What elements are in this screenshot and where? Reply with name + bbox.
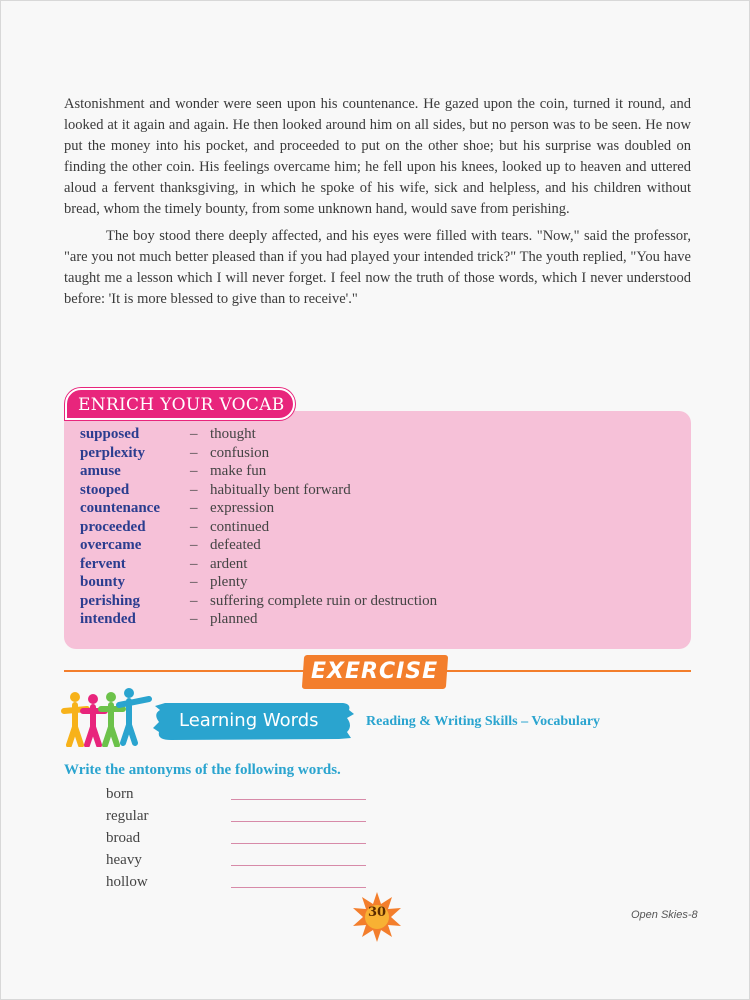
vocab-meaning: habitually bent forward (210, 481, 351, 498)
vocab-meaning: confusion (210, 444, 270, 461)
vocab-dash: – (190, 463, 198, 479)
vocab-meaning: ardent (210, 555, 248, 572)
vocab-word: perplexity (80, 444, 145, 461)
vocab-row (80, 573, 640, 592)
vocab-list (80, 425, 640, 629)
vocab-meaning: thought (210, 426, 256, 442)
vocab-row (80, 536, 640, 555)
vocab-row (80, 592, 640, 611)
vocab-meaning: expression (210, 500, 275, 516)
vocab-meaning: planned (210, 611, 258, 627)
vocab-meaning: plenty (210, 574, 248, 590)
vocab-heading: ENRICH YOUR VOCAB (78, 395, 285, 415)
learning-words-title: Learning Words (179, 710, 319, 731)
vocab-word: countenance (80, 500, 160, 516)
vocab-row (80, 481, 640, 500)
answer-blank[interactable] (231, 821, 366, 822)
vocab-dash: – (190, 555, 198, 572)
people-group-icon (61, 687, 156, 747)
page-number: 30 (367, 905, 387, 920)
vocab-meaning: defeated (210, 537, 261, 553)
vocab-word: amuse (80, 463, 121, 479)
vocab-dash: – (190, 481, 198, 498)
vocab-dash: – (190, 444, 198, 461)
antonym-word: broad (106, 830, 141, 846)
exercise-badge-label: EXERCISE (311, 659, 439, 684)
vocab-word: perishing (80, 592, 141, 609)
vocab-word: bounty (80, 574, 126, 590)
story-paragraph-1: Astonishment and wonder were seen upon his countenance. He gazed upon the coin, turned it round, and looked at it again and again. He then looked around him on all sides, but no person was to be seen. He now put the money into his pocket, and proceeded to put on the other shoe; but his surprise was doubled on finding the other coin. His feelings overcame him; he fell upon his knees, looked up to heaven and uttered aloud a fervent thanksgiving, in which he spoke of his wife, sick and helpless, and his children without bread, whom the timely bounty, from some unknown hand, would save from perishing. (64, 96, 691, 217)
answer-blank[interactable] (231, 887, 366, 888)
skills-subtitle: Reading & Writing Skills – Vocabulary (366, 714, 601, 729)
antonym-word: born (106, 786, 134, 802)
vocab-meaning: continued (210, 518, 270, 535)
story-paragraph-2: The boy stood there deeply affected, and his eyes were filled with tears. "Now," said the professor, "are you not much better pleased than if you had played your intended trick?" The youth replied, "You have taught me a lesson which I will never forget. I feel now the truth of those words, which I never understood before: 'It is more blessed to give than to receive'." (64, 228, 691, 307)
vocab-word: overcame (80, 537, 142, 553)
antonym-list (106, 783, 386, 893)
vocab-row (80, 425, 640, 444)
antonym-row (106, 783, 386, 805)
vocab-dash: – (190, 537, 198, 553)
vocab-row (80, 610, 640, 629)
antonym-word: regular (106, 808, 149, 824)
antonym-word: hollow (106, 874, 148, 890)
vocab-dash: – (190, 518, 198, 535)
vocab-row (80, 555, 640, 574)
answer-blank[interactable] (231, 865, 366, 866)
antonym-row (106, 827, 386, 849)
antonym-row (106, 849, 386, 871)
vocab-word: stooped (80, 481, 130, 498)
vocab-row (80, 444, 640, 463)
vocab-dash: – (190, 611, 198, 627)
vocab-row (80, 462, 640, 481)
vocab-word: intended (80, 611, 136, 627)
story-text (64, 94, 691, 316)
vocab-word: fervent (80, 555, 126, 572)
answer-blank[interactable] (231, 799, 366, 800)
vocab-dash: – (190, 426, 198, 442)
vocab-meaning: make fun (210, 463, 267, 479)
vocab-word: proceeded (80, 518, 146, 535)
antonym-row (106, 871, 386, 893)
vocab-heading-tab (65, 388, 295, 420)
exercise-instruction: Write the antonyms of the following words. (64, 762, 341, 778)
vocab-row (80, 518, 640, 537)
exercise-badge (302, 655, 448, 689)
book-title: Open Skies-8 (631, 909, 698, 921)
answer-blank[interactable] (231, 843, 366, 844)
vocab-meaning: suffering complete ruin or destruction (210, 592, 438, 609)
vocab-dash: – (190, 592, 198, 609)
vocab-dash: – (190, 500, 198, 516)
antonym-row (106, 805, 386, 827)
vocab-row (80, 499, 640, 518)
vocab-word: supposed (80, 426, 140, 442)
antonym-word: heavy (106, 852, 142, 868)
vocab-dash: – (190, 574, 198, 590)
